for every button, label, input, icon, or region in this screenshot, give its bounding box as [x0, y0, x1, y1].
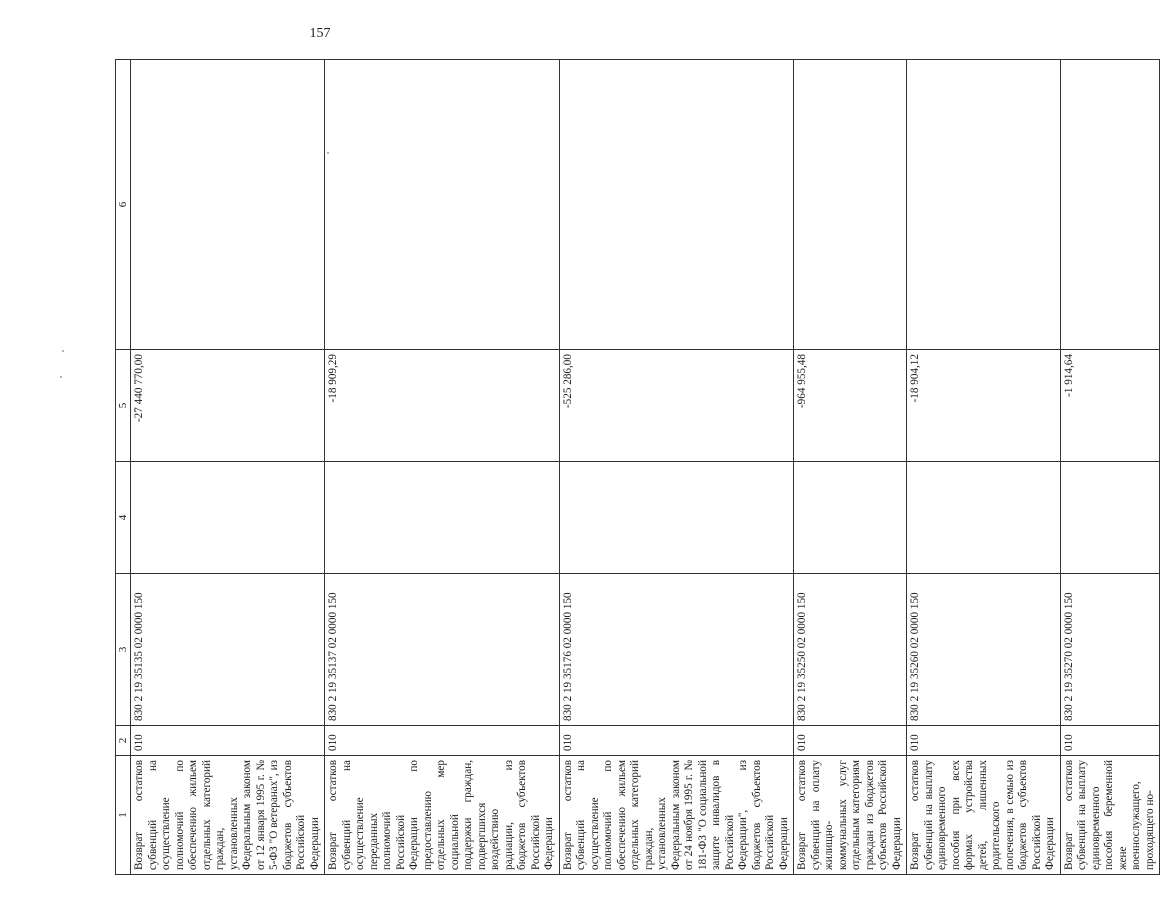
- table-row: [325, 60, 560, 875]
- table-row: [907, 60, 1061, 875]
- header-col-4: 4: [116, 462, 131, 574]
- scan-speck: [60, 376, 62, 378]
- row-description: Возврат остатков субвенций на осуществление полномочий по обеспечению жильем отдельных категорий граждан, установленных Федеральным законом от 24 ноября 1995 г. № 181-ФЗ "О социальной защите инвалидов в Российской Федерации", из бюджетов субъектов Российской Федерации: [559, 756, 794, 875]
- row-code: 010: [131, 726, 325, 756]
- row-col6: [907, 60, 1061, 350]
- row-code: 010: [559, 726, 794, 756]
- row-kbk: 830 2 19 35176 02 0000 150: [559, 574, 794, 726]
- row-description: Возврат остатков субвенций на выплату единовременного пособия при всех формах устройства детей, лишенных родительского попечения, в семью из бюджетов субъектов Российской Федерации: [907, 756, 1061, 875]
- row-col4: [1060, 462, 1160, 574]
- row-col6: [131, 60, 325, 350]
- header-col-6: 6: [116, 60, 131, 350]
- row-kbk: 830 2 19 35260 02 0000 150: [907, 574, 1061, 726]
- row-col4: [794, 462, 907, 574]
- row-code: 010: [325, 726, 560, 756]
- row-col4: [907, 462, 1061, 574]
- row-col6: [559, 60, 794, 350]
- row-col6: [1060, 60, 1160, 350]
- row-amount: -18 909,29: [325, 350, 560, 462]
- row-col4: [131, 462, 325, 574]
- header-col-5: 5: [116, 350, 131, 462]
- row-kbk: 830 2 19 35137 02 0000 150: [325, 574, 560, 726]
- header-col-1: 1: [116, 756, 131, 875]
- row-col6: [794, 60, 907, 350]
- row-description: Возврат остатков субвенций на осуществление переданных полномочий Российской Федерации по предоставлению отдельных мер социальной поддержки граждан, подвергшихся воздействию радиации, из бюджетов субъектов Российской Федерации: [325, 756, 560, 875]
- row-description: Возврат остатков субвенций на оплату жилищно-коммунальных услуг отдельным категориям граждан из бюджетов субъектов Российской Федерации: [794, 756, 907, 875]
- row-description: Возврат остатков субвенций на выплату единовременного пособия беременной жене военнослужащего, проходящего но-: [1060, 756, 1160, 875]
- table-row: [559, 60, 794, 875]
- row-amount: -1 914,64: [1060, 350, 1160, 462]
- row-code: 010: [907, 726, 1061, 756]
- row-kbk: 830 2 19 35270 02 0000 150: [1060, 574, 1160, 726]
- row-amount: -964 955,48: [794, 350, 907, 462]
- data-table: [115, 59, 1160, 875]
- row-description: Возврат остатков субвенций на осуществление полномочий по обеспечению жильем отдельных категорий граждан, установленных Федеральным законом от 12 января 1995 г. № 5-ФЗ "О ветеранах", из бюджетов субъектов Российской Федерации: [131, 756, 325, 875]
- table-row: [131, 60, 325, 875]
- rotated-table-container: [115, 60, 1156, 875]
- table-row: [1060, 60, 1160, 875]
- page-number: 157: [309, 26, 331, 41]
- row-amount: -18 904,12: [907, 350, 1061, 462]
- row-code: 010: [1060, 726, 1160, 756]
- header-col-2: 2: [116, 726, 131, 756]
- scan-speck: [62, 350, 64, 352]
- row-col4: [325, 462, 560, 574]
- row-amount: -27 440 770,00: [131, 350, 325, 462]
- row-kbk: 830 2 19 35135 02 0000 150: [131, 574, 325, 726]
- row-amount: -525 286,00: [559, 350, 794, 462]
- header-col-3: 3: [116, 574, 131, 726]
- scan-speck: [327, 152, 329, 154]
- row-code: 010: [794, 726, 907, 756]
- row-kbk: 830 2 19 35250 02 0000 150: [794, 574, 907, 726]
- table-header-row: [116, 60, 131, 875]
- table-row: [794, 60, 907, 875]
- row-col4: [559, 462, 794, 574]
- row-col6: [325, 60, 560, 350]
